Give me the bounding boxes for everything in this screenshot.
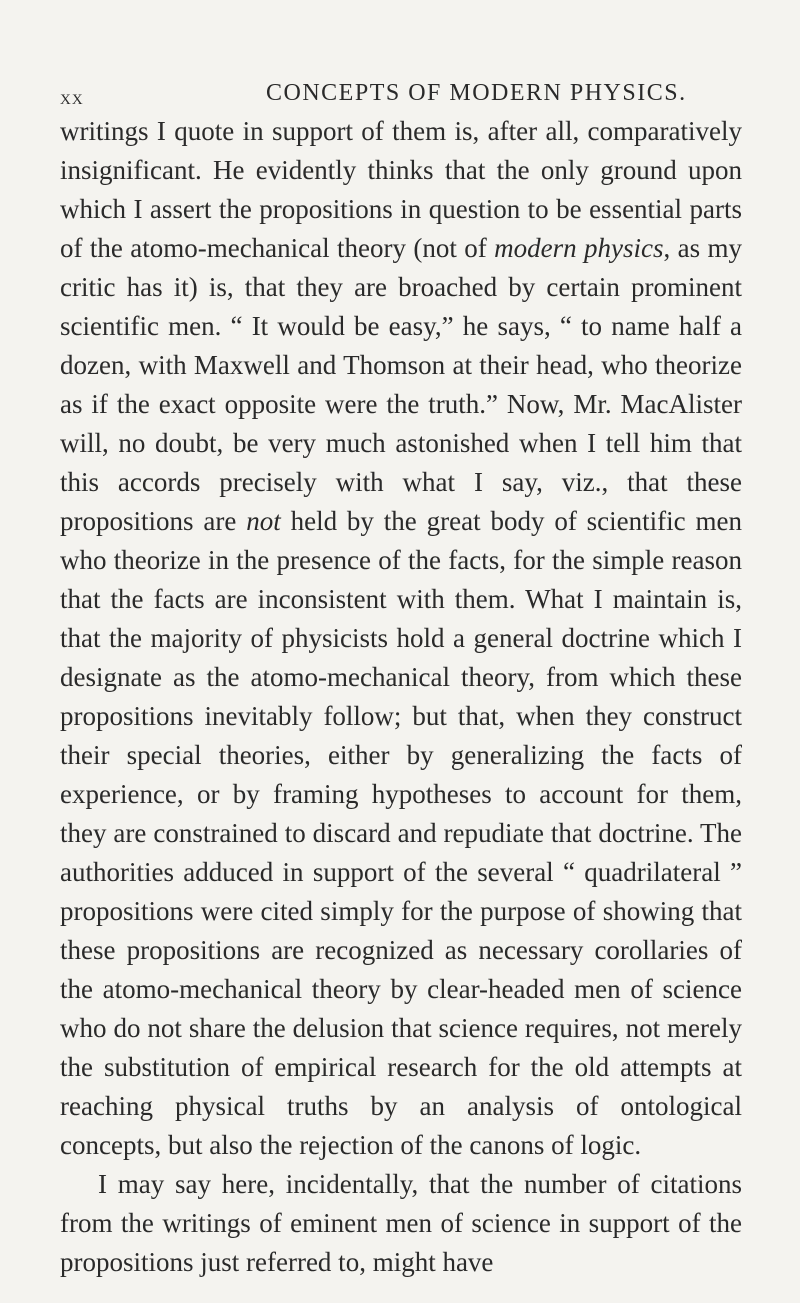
text-segment: I may say here, incidentally, that the number of citations from the writings of eminent men of science in support of the propositions just referred to, might have: [60, 1169, 742, 1277]
text-segment: writings I quote in support of them is, after all, comparatively insignificant. He evidently thinks that the only ground upon which I assert the propositions in question to be essential parts of the atomo-mechanical theory (not of: [60, 116, 742, 263]
italic-text-segment: not: [246, 506, 281, 536]
paragraph-2: [60, 1165, 742, 1282]
paragraph-1: [60, 112, 742, 1165]
running-head: CONCEPTS OF MODERN PHYSICS.: [266, 80, 687, 106]
italic-text-segment: modern physics: [494, 233, 664, 263]
page-number: xx: [60, 84, 84, 109]
page-header: [60, 0, 742, 112]
text-segment: held by the great body of scientific men who theorize in the presence of the facts, for the simple reason that the facts are inconsistent with them. What I maintain is, that the majority of physicists hold a general doctrine which I designate as the atomo-mechanical theory, from which these propositions inevitably follow; but that, when they construct their special theories, either by generalizing the facts of experience, or by framing hypotheses to account for them, they are constrained to discard and repudiate that doctrine. The authorities adduced in support of the several “ quadrilateral ” propositions were cited simply for the purpose of showing that these propositions are recognized as necessary corollaries of the atomo-mechanical theory by clear-headed men of science who do not share the delusion that science requires, not merely the substitution of empirical research for the old attempts at reaching physical truths by an analysis of ontological concepts, but also the rejection of the canons of logic.: [60, 506, 742, 1160]
body-text: [60, 112, 742, 1282]
text-segment: , as my critic has it) is, that they are broached by certain prominent scientific men. “ It would be easy,” he says, “ to name half a dozen, with Maxwell and Thomson at their head, who theorize as if the exact opposite were the truth.” Now, Mr. MacAlister will, no doubt, be very much astonished when I tell him that this accords precisely with what I say, viz., that these propositions are: [60, 233, 742, 536]
